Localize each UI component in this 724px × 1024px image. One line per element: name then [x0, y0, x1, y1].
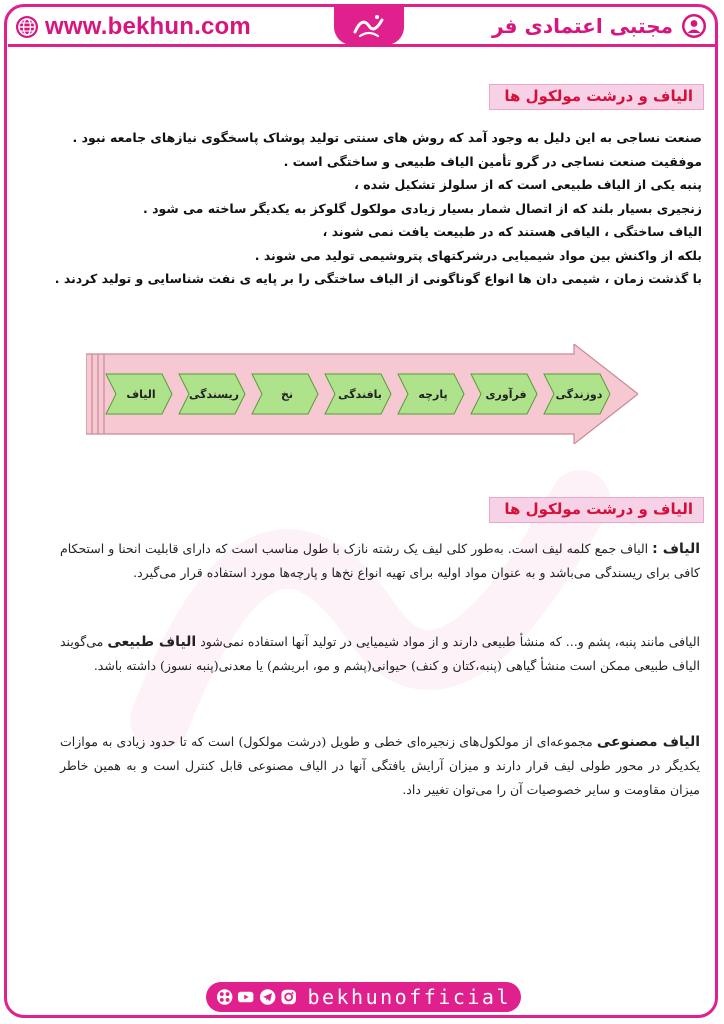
social-handle: bekhunofficial	[307, 985, 512, 1009]
paragraph-text: می‌گویند الیاف طبیعی ممکن است منشأ گیاهی (پنبه،کتان و کنف) حیوانی(پشم و مو، ابریشم) یا معدنی(پنبه نسوز) داشته باشد.	[60, 634, 700, 673]
term-fibers: الیاف :	[652, 541, 701, 557]
term-natural-fibers: الیاف طبیعی	[107, 634, 197, 650]
paragraph-text: مجموعه‌ای از مولکول‌های زنجیره‌ای خطی و طویل (درشت مولکول) است که تا حدود زیادی به موازات یکدیگر در محور طولی لیف قرار دارند و میزان آرایش یافتگی آنها در الیاف مصنوعی قابل کنترل است و به همین خاطر میزان مقاومت و سایر خصوصیات آن را می‌توان تغییر داد.	[60, 734, 700, 797]
social-footer[interactable]	[206, 982, 521, 1012]
flow-step-label: نخ	[280, 388, 294, 401]
flow-step-label: دوزندگی	[555, 388, 603, 401]
section1-title: الیاف و درشت مولکول ها	[489, 84, 704, 110]
telegram-icon[interactable]	[259, 988, 276, 1006]
author-name: مجتبی اعتمادی فر	[491, 14, 673, 38]
user-icon	[681, 13, 707, 39]
flow-step-label: بافندگی	[338, 388, 382, 401]
header	[7, 7, 715, 49]
header-divider	[8, 44, 716, 47]
process-arrow-diagram	[86, 344, 638, 444]
section1-line: بلکه از واکنش بین مواد شیمیایی درشرکتهای پتروشیمی تولید می شوند .	[254, 247, 702, 263]
aparat-icon[interactable]	[216, 988, 233, 1006]
youtube-icon[interactable]	[237, 988, 254, 1006]
site-link[interactable]	[15, 13, 251, 41]
paragraph-synthetic-fibers	[60, 730, 700, 802]
flow-step-label: فرآوری	[485, 388, 527, 401]
section1-line: موفقیت صنعت نساجی در گرو تأمین الیاف طبیعی و ساختگی است .	[283, 153, 702, 169]
section2-title: الیاف و درشت مولکول ها	[489, 497, 704, 523]
author-badge	[492, 13, 707, 39]
logo	[334, 7, 404, 45]
section1-line: پنبه یکی از الیاف طبیعی است که از سلولز تشکیل شده ،	[354, 177, 702, 192]
instagram-icon[interactable]	[280, 988, 297, 1006]
paragraph-natural-fibers	[60, 630, 700, 678]
paragraph-text: الیافی مانند پنبه، پشم و... که منشأ طبیعی دارند و از مواد شیمیایی در تولید آنها استفاده نمی‌شود	[196, 634, 700, 649]
flow-step-label: پارچه	[418, 388, 448, 401]
bekhun-logo-icon	[352, 12, 386, 40]
site-url: www.bekhun.com	[45, 13, 251, 40]
section1-line: زنجیری بسیار بلند که از اتصال شمار بسیار زیادی مولکول گلوکز به یکدیگر ساخته می شود .	[142, 200, 702, 216]
flow-step-label: ریسندگی	[188, 388, 240, 401]
section1-line: صنعت نساجی به این دلیل به وجود آمد که روش های سنتی تولید پوشاک پاسخگوی نیازهای جامعه نبود .	[72, 130, 702, 145]
term-synthetic-fibers: الیاف مصنوعی	[596, 734, 700, 750]
paragraph-fibers	[60, 537, 700, 585]
section1-body	[20, 126, 702, 291]
section1-line: الیاف ساختگی ، الیافی هستند که در طبیعت یافت نمی شوند ،	[322, 224, 702, 239]
section1-line: با گذشت زمان ، شیمی دان ها انواع گوناگونی از الیاف ساختگی را بر پایه ی نفت شناسایی و تولید کردند .	[54, 271, 702, 286]
flow-step-label: الیاف	[126, 388, 156, 401]
paragraph-text: الیاف جمع کلمه لیف است. به‌طور کلی لیف یک رشته نازک با طول مناسب است که دارای قابلیت انحنا و استحکام کافی برای ریسندگی می‌باشد و به عنوان مواد اولیه برای تهیه انواع نخ‌ها و پارچه‌ها مورد استفاده قرار می‌گیرد.	[60, 541, 700, 580]
globe-icon	[15, 15, 39, 39]
